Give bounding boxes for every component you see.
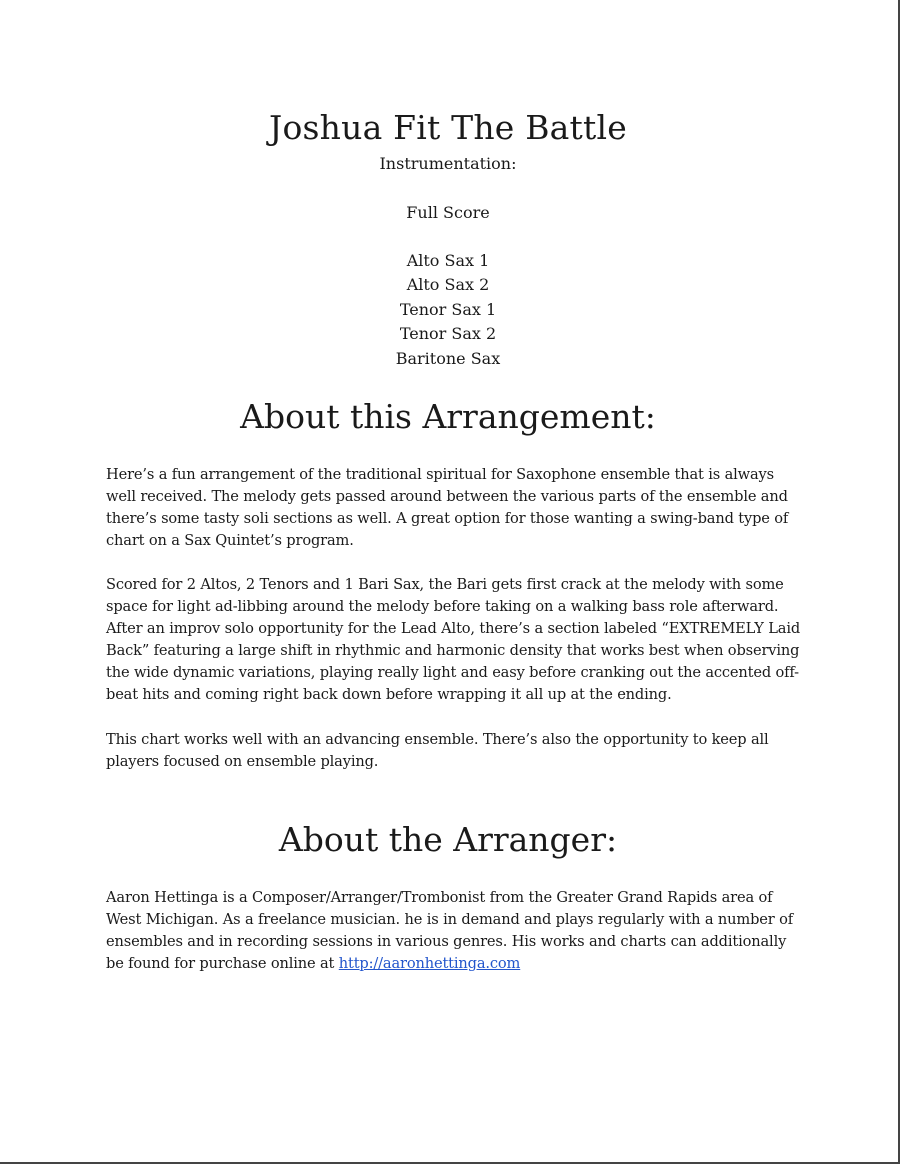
arranger-bio-text: Aaron Hettinga is a Composer/Arranger/Trombonist from the Greater Grand Rapids area of West Michigan. As a freelance musician. he is in demand and plays regularly with a number of ensembles and in recording sessions in various genres. His works and charts can additionally be found for purchase online at — [106, 889, 793, 972]
instrument-item: Alto Sax 1 — [406, 251, 490, 270]
arrangement-paragraph: Here’s a fun arrangement of the traditional spiritual for Saxophone ensemble that is always well received. The melody gets passed around between the various parts of the ensemble and there’s some tasty soli sections as well. A great option for those wanting a swing-band type of chart on a Sax Quintet’s program. — [106, 466, 789, 549]
arranger-heading: About the Arranger: — [278, 820, 618, 859]
arrangement-paragraph: This chart works well with an advancing ensemble. There’s also the opportunity to keep all players focused on ensemble playing. — [106, 731, 769, 770]
arrangement-paragraph: Scored for 2 Altos, 2 Tenors and 1 Bari Sax, the Bari gets first crack at the melody with some space for light ad-libbing around the melody before taking on a walking bass role afterward. After an improv solo opportunity for the Lead Alto, there’s a section labeled “EXTREMELY Laid Back” featuring a large shift in rhythmic and harmonic density that works best when observing the wide dynamic variations, playing really light and easy before cranking out the accented off-beat hits and coming right back down before wrapping it all up at the ending. — [106, 576, 801, 703]
full-score-label: Full Score — [406, 203, 490, 222]
document-title: Joshua Fit The Battle — [269, 108, 627, 147]
arranger-website-link[interactable]: http://aaronhettinga.com — [338, 955, 521, 972]
instrument-item: Baritone Sax — [395, 348, 501, 368]
instrument-list — [0, 251, 896, 373]
instrument-item: Tenor Sax 2 — [399, 324, 497, 344]
arrangement-heading: About this Arrangement: — [240, 397, 656, 436]
instrument-item: Tenor Sax 1 — [399, 299, 497, 319]
instrument-item: Alto Sax 2 — [406, 275, 490, 295]
instrumentation-label: Instrumentation: — [379, 154, 517, 173]
arranger-bio — [106, 887, 806, 975]
